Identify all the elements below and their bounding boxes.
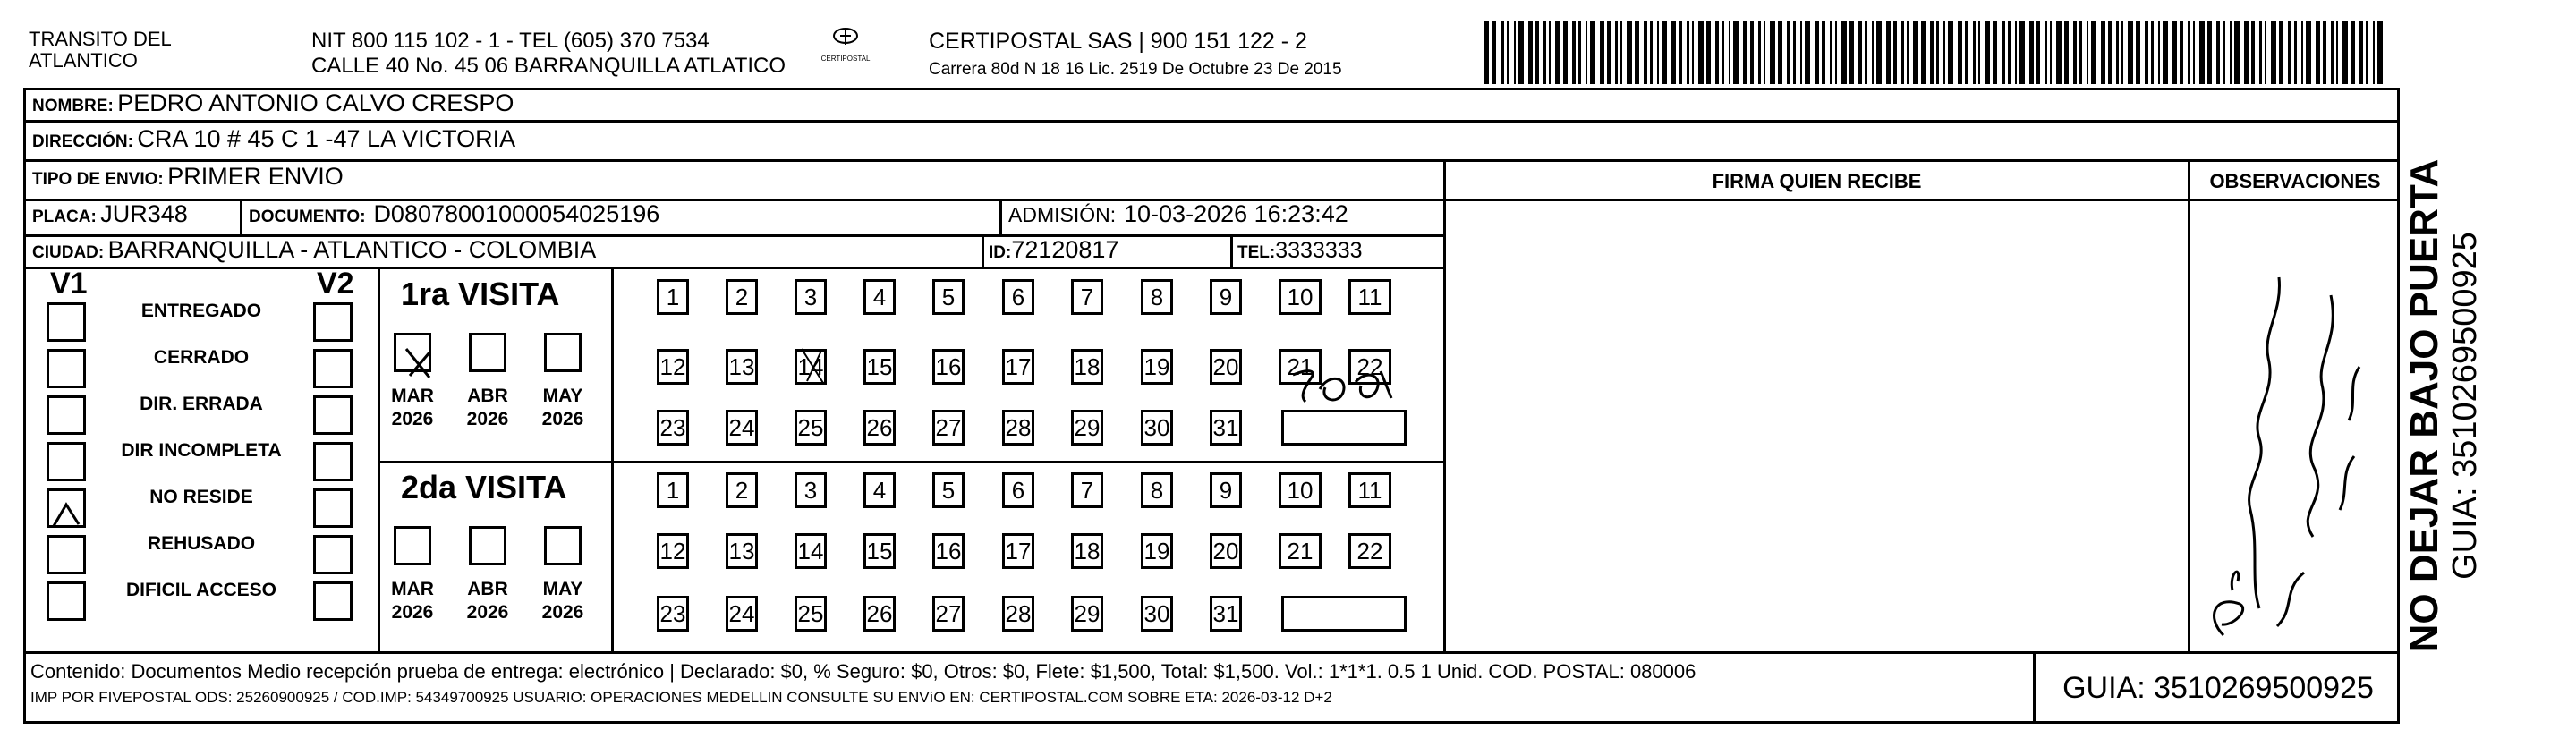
barcode-bar [1572,21,1576,84]
handwritten-scribble [1284,362,1409,407]
barcode-bar [1849,21,1854,84]
day-cell[interactable]: 29 [1071,596,1103,632]
day-cell[interactable]: 17 [1002,533,1034,569]
barcode-bar [1662,21,1667,84]
barcode-bar [1692,21,1694,84]
barcode-bar [2359,21,2363,84]
barcode-bar [2301,21,2303,84]
barcode-bar [1835,21,1837,84]
day-cell[interactable]: 28 [1002,596,1034,632]
barcode-bar [1484,21,1489,84]
month-label: ABR 2026 [466,579,509,623]
barcode-bar [1815,21,1819,84]
barcode-bar [1973,21,1976,84]
barcode-bar [1948,21,1953,84]
barcode-bar [1733,21,1739,84]
barcode-bar [1830,21,1832,84]
day-cell[interactable]: 20 [1210,533,1242,569]
barcode-bar [2015,21,2017,84]
no-reside-check-mark [45,492,89,537]
barcode-bar [1514,21,1516,84]
v2-checkbox[interactable] [313,442,353,481]
month-label: MAY 2026 [541,579,584,623]
day-cell[interactable]: 6 [1002,279,1034,315]
admision-row: ADMISIÓN: 10-03-2026 16:23:42 [1008,200,1348,227]
day-cell[interactable]: 24 [726,596,758,632]
barcode-bar [1543,21,1546,84]
day-cell[interactable]: 5 [932,472,965,508]
day-cell[interactable]: 3 [795,472,827,508]
barcode-bar [1758,21,1761,84]
barcode-bar [1822,21,1825,84]
day-cell[interactable]: 26 [863,596,896,632]
day-cell[interactable]: 2 [726,472,758,508]
barcode-bar [2306,21,2311,84]
barcode-bar [1921,21,1926,84]
barcode-bar [1876,21,1882,84]
day-cell[interactable]: 27 [932,410,965,446]
barcode-bar [2223,21,2225,84]
day-cell[interactable]: 1 [657,279,689,315]
barcode-bar [2251,21,2255,84]
day-cell[interactable]: 18 [1071,533,1103,569]
barcode-bar [1607,21,1611,84]
day-cell[interactable]: 16 [932,349,965,385]
barcode-bar [1578,21,1581,84]
day-cell[interactable]: 13 [726,533,758,569]
v2-checkbox[interactable] [313,302,353,342]
barcode-bar [1635,21,1639,84]
month-checkbox[interactable] [469,526,506,565]
barcode-bar [2230,21,2232,84]
barcode-bar [1907,21,1909,84]
day-cell[interactable]: 18 [1071,349,1103,385]
barcode-bar [2199,21,2205,84]
barcode-bar [1764,21,1765,84]
day-14-mark [795,345,832,386]
barcode-bar [1858,21,1862,84]
first-visit-label: 1ra VISITA [401,276,560,312]
barcode-bar [1722,21,1724,84]
day-cell[interactable]: 7 [1071,279,1103,315]
barcode-bar [1507,21,1509,84]
barcode-bar [2180,21,2183,84]
day-cell[interactable]: 22 [1348,349,1391,385]
barcode-bar [1793,21,1796,84]
day-cell[interactable]: 27 [932,596,965,632]
month-checkbox[interactable] [544,526,582,565]
day-cell[interactable]: 26 [863,410,896,446]
day-cell[interactable]: 30 [1141,410,1173,446]
barcode-bar [2193,21,2195,84]
barcode-bar [1965,21,1968,84]
day-cell[interactable]: 12 [657,349,689,385]
admision-value: 10-03-2026 16:23:42 [1124,200,1348,227]
barcode-bar [1620,21,1622,84]
barcode-bar [1913,21,1918,84]
v1-checkbox[interactable] [47,442,86,481]
status-option-label: NO RESIDE [149,487,253,507]
day-cell[interactable]: 21 [1279,349,1322,385]
barcode-bar [2207,21,2212,84]
barcode-bar [1865,21,1867,84]
barcode-bar [2073,21,2077,84]
day-cell[interactable]: 4 [863,279,896,315]
barcode-bar [2279,21,2283,84]
month-checkbox[interactable] [469,333,506,372]
v1-checkbox[interactable] [47,349,86,388]
barcode-bar [1958,21,1962,84]
barcode-bar [1936,21,1939,84]
barcode-bar [2288,21,2291,84]
barcode-bar [1563,21,1568,84]
day-cell[interactable]: 25 [795,410,827,446]
barcode-bar [2188,21,2190,84]
day-cell[interactable]: 13 [726,349,758,385]
status-option-label: CERRADO [153,347,250,368]
ciudad-row: CIUDAD: BARRANQUILLA - ATLANTICO - COLOMBIA [32,236,597,263]
v2-checkbox[interactable] [313,349,353,388]
day-cell[interactable]: 6 [1002,472,1034,508]
day-cell[interactable]: 23 [657,410,689,446]
day-cell[interactable]: 23 [657,596,689,632]
barcode-bar [1993,21,1997,84]
certipostal-logo: CERTIPOSTAL [810,27,881,63]
tipo-envio-row: TIPO DE ENVIO: PRIMER ENVIO [32,163,344,190]
barcode-bar [1750,21,1754,84]
barcode-bar [1679,21,1682,84]
barcode-bar [1805,21,1810,84]
barcode-bar [1841,21,1847,84]
nombre-row: NOMBRE: PEDRO ANTONIO CALVO CRESPO [32,89,514,116]
barcode-bar [2351,21,2355,84]
id-value: 72120817 [1011,236,1119,263]
month-label: MAY 2026 [541,386,584,429]
day-cell[interactable]: 29 [1071,410,1103,446]
barcode-bar [2050,21,2052,84]
tel-row: TEL:3333333 [1237,238,1363,263]
barcode-bar [2029,21,2034,84]
barcode-bar [2108,21,2112,84]
barcode-bar [1901,21,1904,84]
barcode-bar [2151,21,2154,84]
observaciones-handwriting [2197,242,2393,644]
day-cell[interactable]: 14 [795,349,827,385]
v2-label: V2 [317,267,354,301]
barcode-bar [2377,21,2383,84]
barcode-bar [2002,21,2005,84]
day-cell[interactable]: 10 [1279,279,1322,315]
barcode-bar [2036,21,2040,84]
day-cell[interactable]: 19 [1141,533,1173,569]
status-option-label: ENTREGADO [140,301,262,321]
barcode [1484,21,2396,84]
nombre-value: PEDRO ANTONIO CALVO CRESPO [117,89,514,116]
barcode-bar [2079,21,2082,84]
barcode-bar [1555,21,1560,84]
day-cell[interactable]: 20 [1210,349,1242,385]
footer-guia: GUIA: 3510269500925 [2062,671,2374,705]
day-cell[interactable]: 15 [863,349,896,385]
day-extra-cell[interactable] [1281,596,1407,632]
barcode-bar [2323,21,2326,84]
barcode-bar [1985,21,1990,84]
barcode-bar [2342,21,2348,84]
day-cell[interactable]: 1 [657,472,689,508]
barcode-bar [1698,21,1704,84]
barcode-bar [1650,21,1653,84]
barcode-bar [1627,21,1632,84]
barcode-bar [2056,21,2062,84]
barcode-bar [1893,21,1897,84]
barcode-bar [1978,21,1980,84]
barcode-bar [2331,21,2334,84]
barcode-bar [2172,21,2177,84]
day-cell[interactable]: 22 [1348,533,1391,569]
barcode-bar [2008,21,2011,84]
day-cell[interactable]: 21 [1279,533,1322,569]
barcode-bar [1886,21,1891,84]
id-row: ID:72120817 [989,236,1119,263]
barcode-bar [1501,21,1504,84]
company-line: CERTIPOSTAL SAS | 900 151 122 - 2 [929,29,1307,54]
barcode-bar [1778,21,1782,84]
day-cell[interactable]: 17 [1002,349,1034,385]
month-label: MAR 2026 [391,386,434,429]
day-cell[interactable]: 24 [726,410,758,446]
day-cell[interactable]: 8 [1141,279,1173,315]
v1-checkbox[interactable] [47,535,86,574]
day-cell[interactable]: 11 [1348,472,1391,508]
side-guia: GUIA: 3510269500925 [2446,232,2484,580]
barcode-bar [2128,21,2133,84]
barcode-bar [1800,21,1802,84]
month-check-mark [394,338,444,388]
barcode-bar [1715,21,1719,84]
day-cell[interactable]: 31 [1210,410,1242,446]
month-checkbox[interactable] [544,333,582,372]
v2-checkbox[interactable] [313,395,353,435]
day-cell[interactable]: 16 [932,533,965,569]
ciudad-value: BARRANQUILLA - ATLANTICO - COLOMBIA [107,236,597,263]
tel-value: 3333333 [1275,238,1363,263]
imp-line: IMP POR FIVEPOSTAL ODS: 25260900925 / COD.IMP: 54349700925 USUARIO: OPERACIONES MEDELLIN CONSULTE SU ENVíO EN: CERTIPOSTAL.COM SOBRE ETA: 2026-03-12 D+2 [30,689,1332,706]
tipo-envio-value: PRIMER ENVIO [167,163,344,190]
status-option-label: REHUSADO [147,533,256,554]
day-cell[interactable]: 30 [1141,596,1173,632]
barcode-bar [1729,21,1730,84]
nit-block: NIT 800 115 102 - 1 - TEL (605) 370 7534 CALLE 40 No. 45 06 BARRANQUILLA ATLATICO [311,29,786,78]
barcode-bar [2271,21,2276,84]
barcode-bar [2101,21,2105,84]
barcode-bar [1644,21,1647,84]
barcode-bar [2316,21,2320,84]
barcode-bar [1586,21,1587,84]
barcode-bar [1943,21,1945,84]
day-cell[interactable]: 31 [1210,596,1242,632]
v1-checkbox[interactable] [47,302,86,342]
barcode-bar [1930,21,1934,84]
v1-label: V1 [50,267,88,301]
barcode-bar [1770,21,1775,84]
barcode-bar [2373,21,2375,84]
barcode-bar [1657,21,1659,84]
day-cell[interactable]: 5 [932,279,965,315]
barcode-bar [2019,21,2025,84]
barcode-bar [2366,21,2368,84]
day-cell[interactable]: 12 [657,533,689,569]
documento-value: D08078001000054025196 [373,200,660,227]
barcode-bar [1872,21,1874,84]
barcode-bar [2121,21,2123,84]
documento-row: DOCUMENTO: D08078001000054025196 [249,200,660,227]
barcode-bar [1492,21,1496,84]
barcode-bar [2259,21,2262,84]
barcode-bar [2163,21,2168,84]
firma-label: FIRMA QUIEN RECIBE [1712,170,1922,192]
barcode-bar [1528,21,1533,84]
status-option-label: DIR INCOMPLETA [121,440,282,461]
v1-checkbox[interactable] [47,395,86,435]
barcode-bar [1787,21,1790,84]
day-cell[interactable]: 2 [726,279,758,315]
day-cell[interactable]: 3 [795,279,827,315]
day-cell[interactable]: 9 [1210,472,1242,508]
direccion-row: DIRECCIÓN: CRA 10 # 45 C 1 -47 LA VICTORIA [32,125,516,152]
day-cell[interactable]: 25 [795,596,827,632]
day-cell[interactable]: 11 [1348,279,1391,315]
barcode-bar [2158,21,2160,84]
barcode-bar [2145,21,2148,84]
observaciones-label: OBSERVACIONES [2209,170,2381,192]
barcode-bar [2265,21,2266,84]
company-address: Carrera 80d N 18 16 Lic. 2519 De Octubre 23 De 2015 [929,60,1342,79]
day-cell[interactable]: 7 [1071,472,1103,508]
day-cell[interactable]: 28 [1002,410,1034,446]
barcode-bar [2136,21,2140,84]
day-cell[interactable]: 10 [1279,472,1322,508]
barcode-bar [1687,21,1689,84]
barcode-bar [1743,21,1747,84]
barcode-bar [1615,21,1618,84]
barcode-bar [1535,21,1539,84]
v1-checkbox[interactable] [47,581,86,621]
barcode-bar [2087,21,2088,84]
status-option-label: DIFICIL ACCESO [125,580,276,600]
barcode-bar [2064,21,2069,84]
v2-checkbox[interactable] [313,535,353,574]
day-cell[interactable]: 8 [1141,472,1173,508]
direccion-value: CRA 10 # 45 C 1 -47 LA VICTORIA [137,125,516,152]
placa-value: JUR348 [100,200,188,227]
barcode-bar [1706,21,1711,84]
barcode-bar [1549,21,1551,84]
month-label: MAR 2026 [391,579,434,623]
barcode-bar [1600,21,1604,84]
barcode-bar [2244,21,2249,84]
day-cell[interactable]: 9 [1210,279,1242,315]
month-checkbox[interactable] [394,526,431,565]
month-label: ABR 2026 [466,386,509,429]
org-name: TRANSITO DEL ATLANTICO [29,28,172,72]
barcode-bar [2091,21,2096,84]
barcode-bar [2216,21,2220,84]
barcode-bar [1518,21,1524,84]
contenido-line: Contenido: Documentos Medio recepción prueba de entrega: electrónico | Declarado: $0, % Seguro: $0, Otros: $0, Flete: $1,500, Total: $1,500. Vol.: 1*1*1. 0.5 1 Unid. COD. POSTAL: 080006 [30,660,1696,683]
second-visit-label: 2da VISITA [401,469,567,505]
side-panel [2403,88,2486,724]
day-cell[interactable]: 14 [795,533,827,569]
barcode-bar [2234,21,2240,84]
v2-checkbox[interactable] [313,581,353,621]
day-cell[interactable]: 15 [863,533,896,569]
barcode-bar [1590,21,1595,84]
barcode-bar [1671,21,1676,84]
v2-checkbox[interactable] [313,488,353,528]
day-cell[interactable]: 19 [1141,349,1173,385]
barcode-bar [2116,21,2119,84]
day-extra-cell[interactable] [1281,410,1407,446]
barcode-bar [2336,21,2338,84]
barcode-bar [2294,21,2297,84]
no-dejar-bajo-puerta: NO DEJAR BAJO PUERTA [2402,158,2446,653]
status-option-label: DIR. ERRADA [140,394,263,414]
day-cell[interactable]: 4 [863,472,896,508]
placa-row: PLACA: JUR348 [32,200,188,227]
barcode-bar [2045,21,2047,84]
